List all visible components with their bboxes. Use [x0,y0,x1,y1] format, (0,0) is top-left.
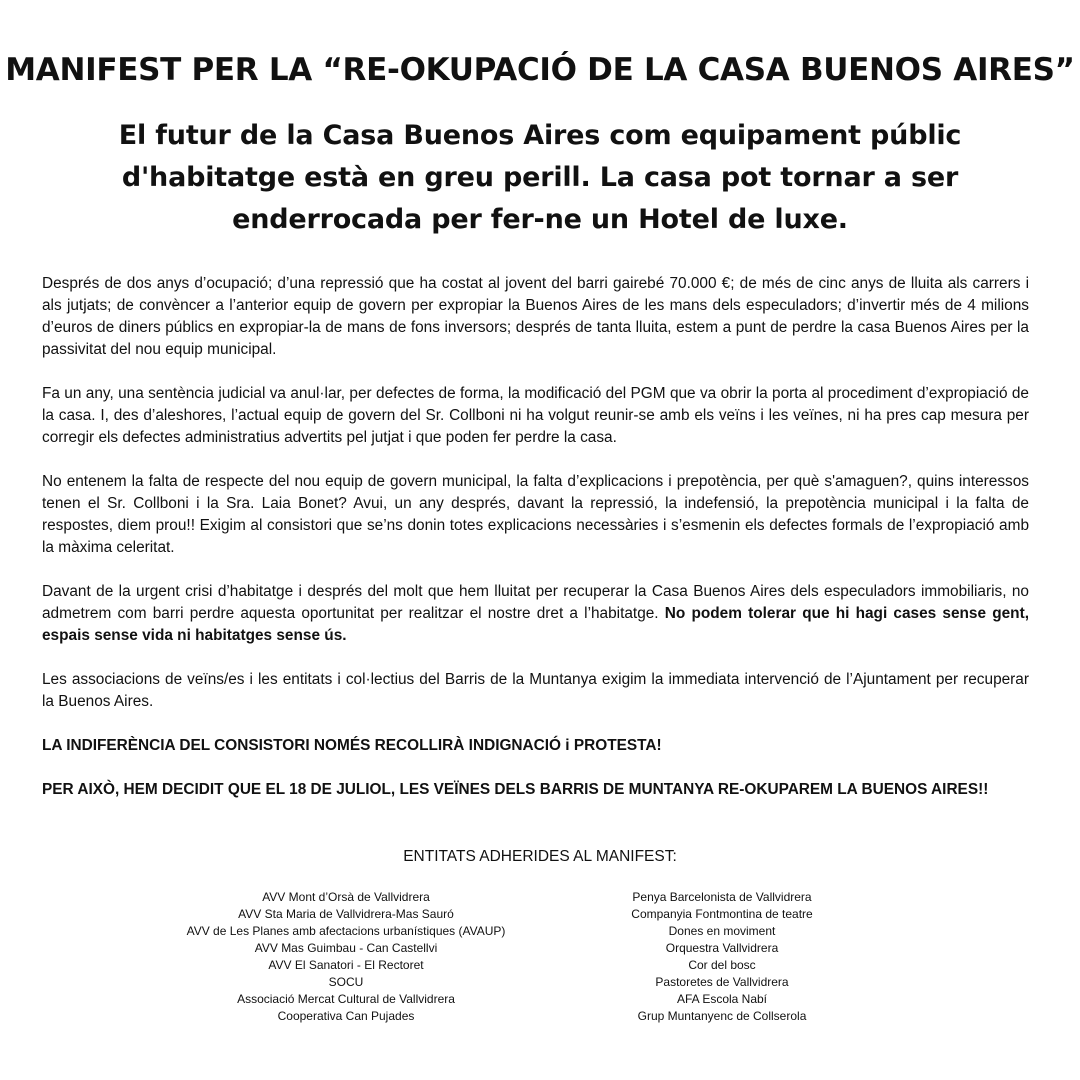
paragraph-5: Les associacions de veïns/es i les entitats i col·lectius del Barris de la Muntanya exigim la immediata intervenció de l’Ajuntament per recuperar la Buenos Aires. [42,671,1029,710]
entity-item: Grup Muntanyenc de Collserola [637,1009,807,1023]
page-title: MANIFEST PER LA “RE-OKUPACIÓ DE LA CASA BUENOS AIRES” [5,52,1075,88]
entity-item: Orquestra Vallvidrera [665,941,779,955]
entity-item: Pastoretes de Vallvidrera [655,975,789,989]
entity-item: AVV El Sanatori - El Rectoret [268,958,424,972]
entity-item: Cor del bosc [688,958,756,972]
entity-item: Dones en moviment [668,924,776,938]
entity-item: AVV Mas Guimbau - Can Castellvi [254,941,438,955]
entities-list-right [522,889,922,1025]
entity-item: Cooperativa Can Pujades [277,1009,415,1023]
reoccupation-announcement: PER AIXÒ, HEM DECIDIT QUE EL 18 DE JULIOL, LES VEÏNES DELS BARRIS DE MUNTANYA RE-OKUPAREM LA BUENOS AIRES!! [42,781,989,798]
entity-item: Associació Mercat Cultural de Vallvidrera [237,992,455,1006]
entity-item: SOCU [328,975,364,989]
paragraph-4-emphasis: No podem tolerar que hi hagi cases sense gent, espais sense vida ni habitatges sense ús. [42,605,1029,644]
entity-item: AVV de Les Planes amb afectacions urbanístiques (AVAUP) [186,924,506,938]
paragraph-1: Després de dos anys d’ocupació; d’una repressió que ha costat al jovent del barri gairebé 70.000 €; de més de cinc anys de lluita als carrers i als jutjats; de convèncer a l’anterior equip de govern per expropiar la Buenos Aires de les mans dels especuladors; d’invertir més de 4 milions d’euros de diners públics en expropiar-la de mans de fons inversors; després de tanta lluita, estem a punt de perdre la casa Buenos Aires per la passivitat del nou equip municipal. [42,275,1029,358]
entity-item: AVV Sta Maria de Vallvidrera-Mas Sauró [238,907,454,921]
paragraph-2: Fa un any, una sentència judicial va anul·lar, per defectes de forma, la modificació del PGM que va obrir la porta al procediment d’expropiació de la casa. I, des d’aleshores, l’actual equip de govern del Sr. Collboni ni ha volgut reunir-se amb els veïns i les veïnes, ni ha pres cap mesura per corregir els defectes administratius advertits pel jutjat i que poden fer perdre la casa. [42,385,1029,446]
entity-item: AVV Mont d’Orsà de Vallvidrera [262,890,430,904]
paragraph-4 [42,581,1029,647]
entities-list-left [146,889,546,1025]
paragraph-3: No entenem la falta de respecte del nou equip de govern municipal, la falta d’explicacions i prepotència, per què s'amaguen?, quins interessos tenen el Sr. Collboni i la Sra. Laia Bonet? Avui, un any després, davant la repressió, la indefensió, la prepotència municipal i la falta de respostes, diem prou!! Exigim al consistori que se’ns donin totes explicacions necessàries i s’esmenin els defectes formals de l’expropiació amb la màxima celeritat. [42,473,1029,556]
protest-statement: LA INDIFERÈNCIA DEL CONSISTORI NOMÉS RECOLLIRÀ INDIGNACIÓ i PROTESTA! [42,737,662,754]
paragraph-4-text: Davant de la urgent crisi d’habitatge i després del molt que hem lluitat per recuperar la Casa Buenos Aires dels especuladors immobiliaris, no admetrem com barri perdre aquesta oportunitat per realitzar el nostre dret a l’habitatge. [42,583,1029,622]
page-subtitle: El futur de la Casa Buenos Aires com equipament públic d'habitatge està en greu perill. La casa pot tornar a ser enderrocada per fer-ne un Hotel de luxe. [118,120,962,235]
entity-item: Companyia Fontmontina de teatre [631,907,813,921]
manifest-body [42,273,1029,823]
entities-heading: ENTITATS ADHERIDES AL MANIFEST: [403,848,677,865]
entity-item: AFA Escola Nabí [676,992,768,1006]
entity-item: Penya Barcelonista de Vallvidrera [632,890,812,904]
